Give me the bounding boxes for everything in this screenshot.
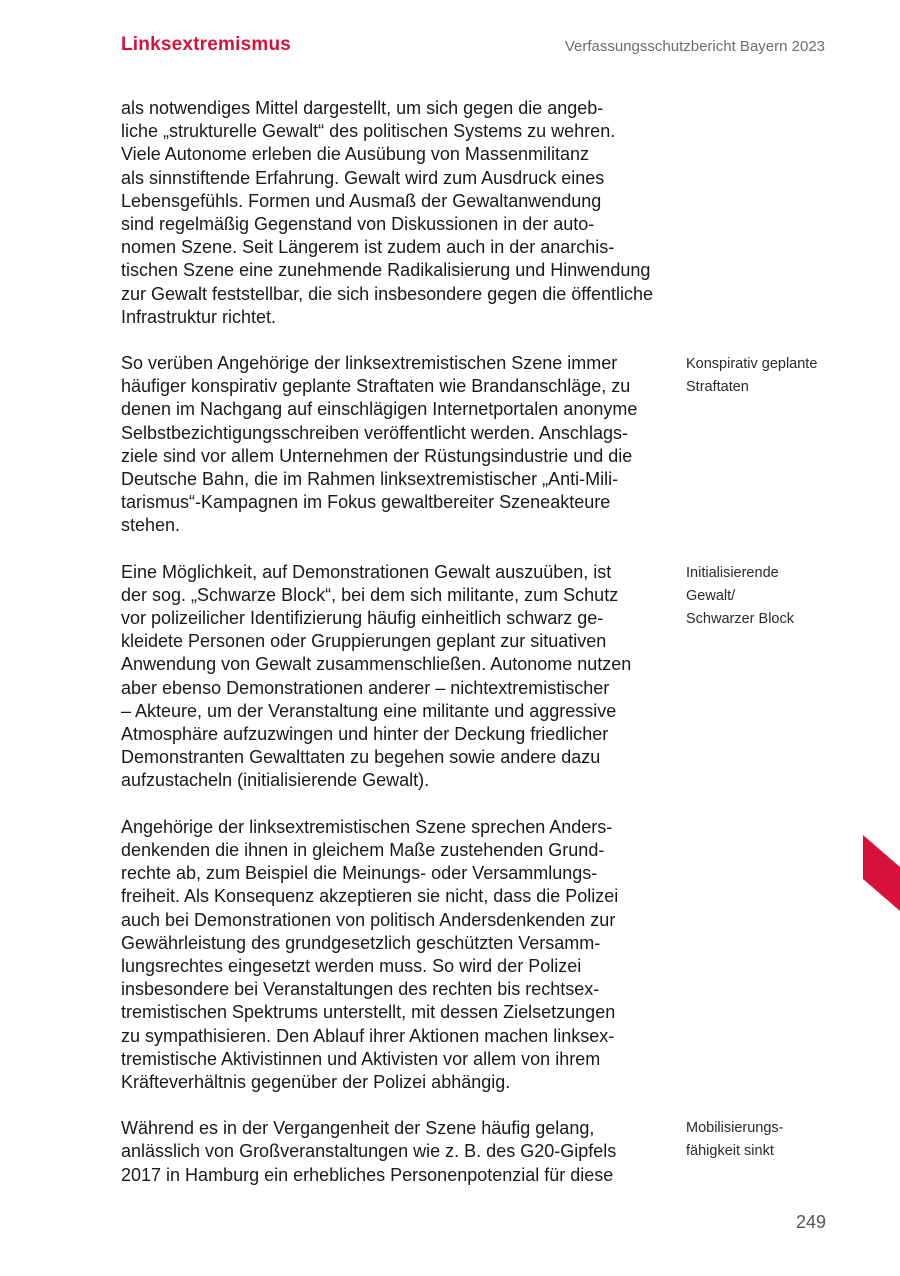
margin-note-line: Konspirativ geplante [686,356,818,372]
text-line: freiheit. Als Konsequenz akzeptieren sie nicht, dass die Polizei [121,886,619,907]
text-line: als notwendiges Mittel dargestellt, um sich gegen die angeb- [121,98,604,118]
text-line: – Akteure, um der Veranstaltung eine militante und aggressive [121,700,617,721]
text-line: sind regelmäßig Gegenstand von Diskussionen in der auto- [121,214,595,235]
text-line: auch bei Demonstrationen von politisch Andersdenkenden zur [121,909,616,930]
chapter-tab-marker [860,835,900,911]
text-line: Eine Möglichkeit, auf Demonstrationen Gewalt auszuüben, ist [121,561,612,582]
text-line: zur Gewalt feststellbar, die sich insbesondere gegen die öffentliche [121,283,653,304]
text-line: Viele Autonome erleben die Ausübung von Massenmilitanz [121,144,589,165]
page-number: 249 [795,1212,826,1232]
text-line: rechte ab, zum Beispiel die Meinungs- oder Versammlungs- [121,863,598,884]
text-line: 2017 in Hamburg ein erhebliches Personenpotenzial für diese [121,1164,614,1185]
text-line: stehen. [121,515,181,536]
text-line: Lebensgefühls. Formen und Ausmaß der Gewaltanwendung [121,190,602,211]
text-line: So verüben Angehörige der linksextremistischen Szene immer [121,353,618,374]
text-line: tarismus“-Kampagnen im Fokus gewaltbereiter Szeneakteure [121,492,611,513]
text-line: zu sympathisieren. Den Ablauf ihrer Aktionen machen linksex- [121,1025,615,1046]
text-line: Deutsche Bahn, die im Rahmen linksextremistischer „Anti-Mili- [121,469,619,490]
text-line: Atmosphäre aufzuzwingen und hinter der Deckung friedlicher [121,724,609,745]
text-line: tremistische Aktivistinnen und Aktivisten vor allem von ihrem [121,1048,601,1069]
text-line: insbesondere bei Veranstaltungen des rechten bis rechtsex- [121,979,600,1000]
text-line: Infrastruktur richtet. [121,306,277,327]
text-line: denen im Nachgang auf einschlägigen Internetportalen anonyme [121,399,638,420]
paragraph-1 [121,97,656,329]
margin-note-line: Schwarzer Block [686,611,794,627]
paragraph-5 [121,1117,656,1187]
margin-note-line: Mobilisierungs- [686,1120,784,1136]
text-line: anlässlich von Großveranstaltungen wie z. B. des G20-Gipfels [121,1141,617,1162]
text-line: als sinnstiftende Erfahrung. Gewalt wird zum Ausdruck eines [121,167,605,188]
text-line: Angehörige der linksextremistischen Szene sprechen Anders- [121,816,613,837]
body-text [121,97,656,1210]
text-line: Selbstbezichtigungsschreiben veröffentlicht werden. Anschlags- [121,422,628,443]
report-title: Verfassungsschutzbericht Bayern 2023 [564,38,825,55]
margin-note-mobilisierung [686,1117,846,1163]
text-line: aber ebenso Demonstrationen anderer – nichtextremistischer [121,677,610,698]
text-line: Demonstranten Gewalttaten zu begehen sowie andere dazu [121,747,601,768]
text-line: tischen Szene eine zunehmende Radikalisierung und Hinwendung [121,260,651,281]
margin-note-line: fähigkeit sinkt [686,1143,774,1159]
paragraph-2 [121,352,656,538]
text-line: Gewährleistung des grundgesetzlich geschützten Versamm- [121,932,601,953]
margin-note-line: Gewalt/ [686,588,736,604]
margin-note-line: Straftaten [686,379,749,395]
text-line: lungsrechtes eingesetzt werden muss. So wird der Polizei [121,955,582,976]
section-title: Linksextremismus [121,34,292,55]
text-line: nomen Szene. Seit Längerem ist zudem auch in der anarchis- [121,237,615,258]
text-line: Kräfteverhältnis gegenüber der Polizei abhängig. [121,1071,511,1092]
text-line: Während es in der Vergangenheit der Szene häufig gelang, [121,1118,595,1139]
text-line: häufiger konspirativ geplante Straftaten wie Brandanschläge, zu [121,376,631,397]
margin-note-schwarzer-block [686,562,846,631]
text-line: tremistischen Spektrums unterstellt, mit dessen Zielsetzungen [121,1002,616,1023]
text-line: vor polizeilicher Identifizierung häufig einheitlich schwarz ge- [121,608,604,629]
paragraph-3 [121,561,656,793]
paragraph-4 [121,816,656,1094]
text-line: liche „strukturelle Gewalt“ des politischen Systems zu wehren. [121,121,616,142]
text-line: der sog. „Schwarze Block“, bei dem sich militante, zum Schutz [121,584,619,605]
text-line: Anwendung von Gewalt zusammenschließen. Autonome nutzen [121,654,632,675]
text-line: kleidete Personen oder Gruppierungen geplant zur situativen [121,631,607,652]
margin-note-line: Initialisierende [686,565,779,581]
text-line: aufzustacheln (initialisierende Gewalt). [121,770,430,791]
margin-note-konspirativ [686,353,846,399]
text-line: denkenden die ihnen in gleichem Maße zustehenden Grund- [121,839,605,860]
text-line: ziele sind vor allem Unternehmen der Rüstungsindustrie und die [121,445,633,466]
